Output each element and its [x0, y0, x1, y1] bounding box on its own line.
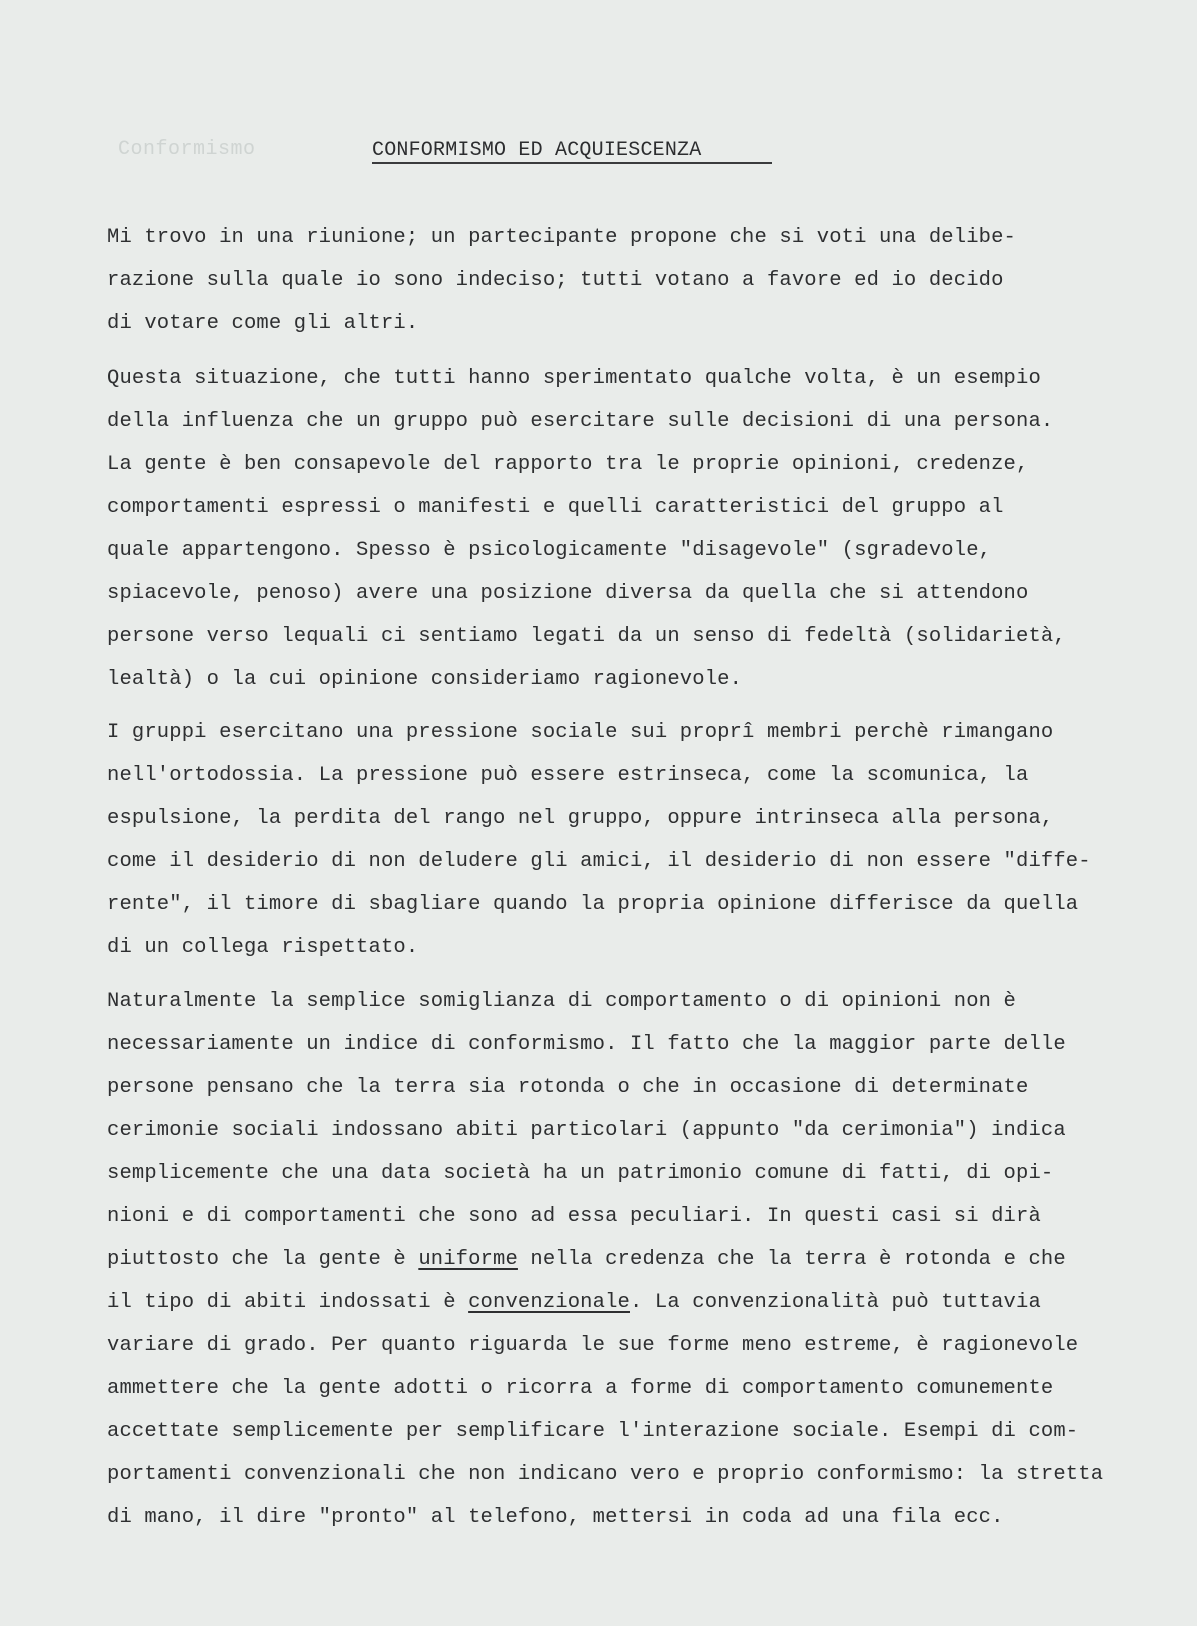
- text-line: [107, 658, 1066, 701]
- text-line: [107, 1496, 1103, 1539]
- text-segment: cerimonie sociali indossano abiti particolari (appunto "da cerimonia") indica: [107, 1119, 1066, 1142]
- text-segment: come il desiderio di non deludere gli amici, il desiderio di non essere "diffe-: [107, 850, 1091, 873]
- text-line: [107, 883, 1091, 926]
- text-segment: variare di grado. Per quanto riguarda le sue forme meno estreme, è ragionevole: [107, 1334, 1079, 1357]
- text-segment: rente", il timore di sbagliare quando la propria opinione differisce da quella: [107, 893, 1079, 916]
- text-segment: accettate semplicemente per semplificare l'interazione sociale. Esempi di com-: [107, 1420, 1079, 1443]
- text-segment: di mano, il dire "pronto" al telefono, mettersi in coda ad una fila ecc.: [107, 1506, 1004, 1529]
- text-line: [107, 840, 1091, 883]
- text-line: [107, 1453, 1103, 1496]
- text-line: [107, 529, 1066, 572]
- text-line: [107, 357, 1066, 400]
- text-segment: nioni e di comportamenti che sono ad essa peculiari. In questi casi si dirà: [107, 1205, 1041, 1228]
- text-line: [107, 1410, 1103, 1453]
- text-line: [107, 572, 1066, 615]
- text-segment: necessariamente un indice di conformismo. Il fatto che la maggior parte delle: [107, 1033, 1066, 1056]
- text-segment: razione sulla quale io sono indeciso; tutti votano a favore ed io decido: [107, 269, 1004, 292]
- text-line: [107, 1195, 1103, 1238]
- text-line: [107, 443, 1066, 486]
- underlined-term: uniforme: [418, 1248, 518, 1271]
- text-segment: semplicemente che una data società ha un patrimonio comune di fatti, di opi-: [107, 1162, 1054, 1185]
- paragraph-1: [107, 216, 1016, 345]
- page-title: CONFORMISMO ED ACQUIESCENZA: [372, 139, 702, 162]
- text-line: [107, 980, 1103, 1023]
- text-segment: piuttosto che la gente è: [107, 1248, 419, 1271]
- text-line: [107, 1152, 1103, 1195]
- text-segment: spiacevole, penoso) avere una posizione diversa da quella che si attendono: [107, 582, 1029, 605]
- text-line: [107, 1066, 1103, 1109]
- text-segment: espulsione, la perdita del rango nel gruppo, oppure intrinseca alla persona,: [107, 807, 1054, 830]
- text-segment: di votare come gli altri.: [107, 312, 419, 335]
- text-line: [107, 1324, 1103, 1367]
- text-segment: persone pensano che la terra sia rotonda o che in occasione di determinate: [107, 1076, 1029, 1099]
- underlined-term: convenzionale: [468, 1291, 630, 1314]
- text-segment: persone verso lequali ci sentiamo legati da un senso di fedeltà (solidarietà,: [107, 625, 1066, 648]
- text-line: [107, 1023, 1103, 1066]
- paragraph-4: [107, 980, 1103, 1539]
- text-line: [107, 926, 1091, 969]
- text-segment: portamenti convenzionali che non indicano vero e proprio conformismo: la stretta: [107, 1463, 1104, 1486]
- text-segment: La gente è ben consapevole del rapporto tra le proprie opinioni, credenze,: [107, 453, 1029, 476]
- text-segment: I gruppi esercitano una pressione sociale sui proprî membri perchè rimangano: [107, 721, 1054, 744]
- text-segment: della influenza che un gruppo può esercitare sulle decisioni di una persona.: [107, 410, 1054, 433]
- text-segment: nella credenza che la terra è rotonda e che: [517, 1248, 1066, 1271]
- text-segment: nell'ortodossia. La pressione può essere estrinseca, come la scomunica, la: [107, 764, 1029, 787]
- text-line: [107, 1109, 1103, 1152]
- text-segment: . La convenzionalità può tuttavia: [630, 1291, 1041, 1314]
- text-line: [107, 1281, 1103, 1324]
- text-line: [107, 1238, 1103, 1281]
- text-line: [107, 302, 1016, 345]
- text-line: [107, 615, 1066, 658]
- text-segment: il tipo di abiti indossati è: [107, 1291, 469, 1314]
- text-line: [107, 259, 1016, 302]
- text-segment: ammettere che la gente adotti o ricorra a forme di comportamento comunemente: [107, 1377, 1054, 1400]
- text-line: [107, 711, 1091, 754]
- text-line: [107, 400, 1066, 443]
- paragraph-2: [107, 357, 1066, 701]
- text-segment: lealtà) o la cui opinione consideriamo ragionevole.: [107, 668, 743, 691]
- text-segment: Mi trovo in una riunione; un partecipante propone che si voti una delibe-: [107, 226, 1016, 249]
- text-segment: quale appartengono. Spesso è psicologicamente "disagevole" (sgradevole,: [107, 539, 992, 562]
- text-segment: Questa situazione, che tutti hanno sperimentato qualche volta, è un esempio: [107, 367, 1041, 390]
- text-line: [107, 216, 1016, 259]
- paragraph-3: [107, 711, 1091, 969]
- bleed-through-heading: Conformismo: [118, 138, 256, 161]
- text-segment: comportamenti espressi o manifesti e quelli caratteristici del gruppo al: [107, 496, 1004, 519]
- text-line: [107, 1367, 1103, 1410]
- text-line: [107, 486, 1066, 529]
- title-underline: [372, 162, 772, 164]
- text-line: [107, 797, 1091, 840]
- text-line: [107, 754, 1091, 797]
- text-segment: Naturalmente la semplice somiglianza di comportamento o di opinioni non è: [107, 990, 1016, 1013]
- text-segment: di un collega rispettato.: [107, 936, 419, 959]
